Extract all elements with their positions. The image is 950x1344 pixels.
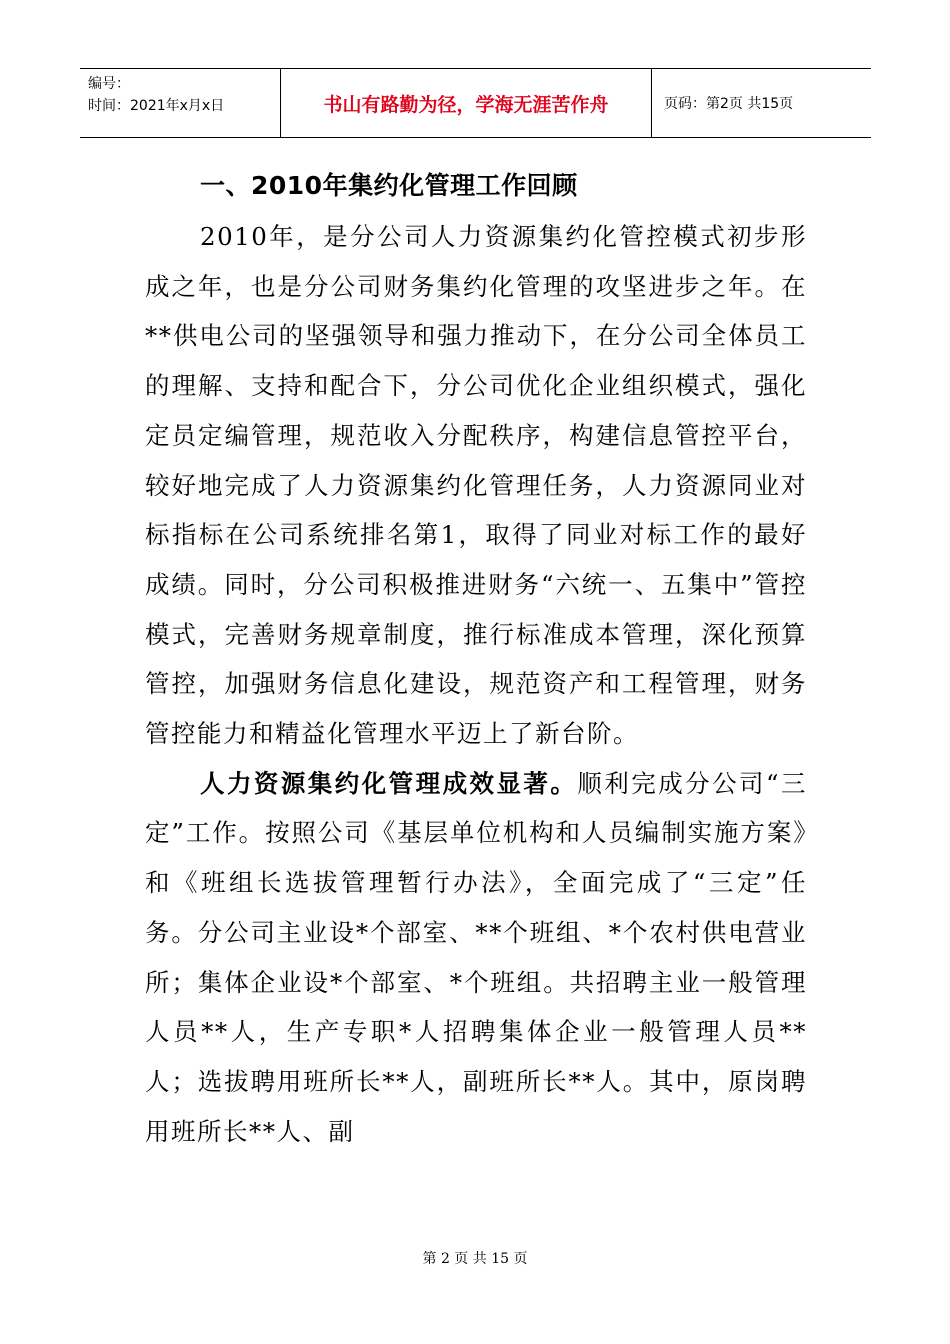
page-header	[80, 68, 871, 138]
number-label: 编号：	[88, 76, 130, 92]
section-heading: 一、2010年集约化管理工作回顾	[200, 171, 578, 200]
page-footer: 第 2 页 共 15 页	[422, 1251, 528, 1267]
header-page-info: 页码：第2页 共15页	[664, 96, 794, 112]
header-motto: 书山有路勤为径，学海无涯苦作舟	[280, 69, 652, 137]
paragraph-hr	[145, 759, 807, 1157]
document-body	[145, 160, 807, 1156]
paragraph-review: 2010年，是分公司人力资源集约化管控模式初步形成之年，也是分公司财务集约化管理的攻坚进步之年。在**供电公司的坚强领导和强力推动下，在分公司全体员工的理解、支持和配合下，分公司优化企业组织模式，强化定员定编管理，规范收入分配秩序，构建信息管控平台，较好地完成了人力资源集约化管理任务，人力资源同业对标指标在公司系统排名第1，取得了同业对标工作的最好成绩。同时，分公司积极推进财务“六统一、五集中”管控模式，完善财务规章制度，推行标准成本管理，深化预算管控，加强财务信息化建设，规范资产和工程管理，财务管控能力和精益化管理水平迈上了新台阶。	[145, 222, 807, 749]
paragraph-hr-text: 顺利完成分公司“三定”工作。按照公司《基层单位机构和人员编制实施方案》和《班组长选拔管理暂行办法》，全面完成了“三定”任务。分公司主业设*个部室、**个班组、*个农村供电营业所；集体企业设*个部室、*个班组。共招聘主业一般管理人员**人，生产专职*人招聘集体企业一般管理人员**人；选拔聘用班所长**人，副班所长**人。其中，原岗聘用班所长**人、副	[145, 768, 807, 1146]
date-line: 时间：2021年x月x日	[88, 98, 225, 114]
header-left-cell	[80, 69, 280, 137]
paragraph-hr-lead: 人力资源集约化管理成效显著。	[200, 768, 578, 798]
